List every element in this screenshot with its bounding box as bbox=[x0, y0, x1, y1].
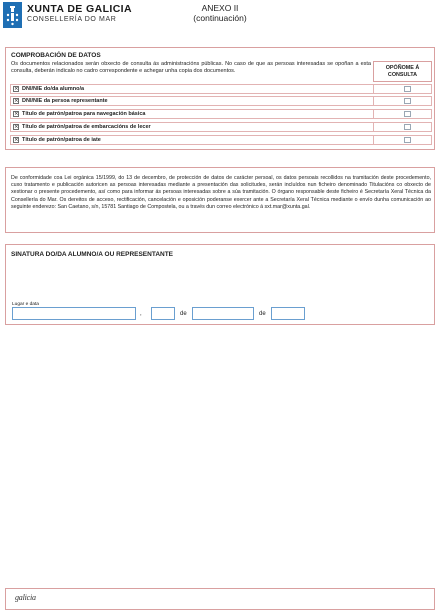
data-check-section bbox=[5, 47, 435, 150]
oppose-checkbox[interactable] bbox=[404, 86, 411, 92]
oppose-checkbox[interactable] bbox=[404, 137, 411, 143]
footer bbox=[5, 588, 435, 610]
document-label: DNI/NIE do/da alumno/a bbox=[22, 86, 85, 92]
document-checkbox[interactable]: × bbox=[14, 137, 19, 143]
oppose-checkbox[interactable] bbox=[404, 98, 411, 104]
document-checkbox[interactable]: × bbox=[14, 98, 19, 104]
place-input[interactable] bbox=[12, 307, 136, 320]
document-label: Título de patrón/patroa para navegación básica bbox=[22, 111, 146, 117]
oppose-checkbox[interactable] bbox=[404, 124, 411, 130]
section-intro: Os documentos relacionados serán obxecto de consulta ás administracións públicas. No caso de que as persoas interesadas se opoñan a esta consulta, deberán indicalo no cadro correspondente e achegar unha copia dos documentos. bbox=[11, 61, 371, 75]
day-input[interactable] bbox=[151, 307, 175, 320]
document-label: Título de patrón/patroa de embarcacións de lecer bbox=[22, 124, 151, 130]
divider bbox=[373, 84, 374, 94]
privacy-section bbox=[5, 167, 435, 233]
divider bbox=[373, 96, 374, 106]
document-row bbox=[10, 109, 432, 119]
signature-title: SINATURA DO/DA ALUMNO/A OU REPRESENTANTE bbox=[11, 251, 174, 258]
oppose-column-header: OPÓÑOME Á CONSULTA bbox=[373, 61, 432, 82]
divider bbox=[373, 109, 374, 119]
signature-section bbox=[5, 244, 435, 325]
divider bbox=[373, 122, 374, 132]
galicia-shield-icon bbox=[3, 2, 22, 28]
annex-subtitle: (continuación) bbox=[193, 13, 247, 23]
document-label: Título de patrón/patroa de iate bbox=[22, 137, 101, 143]
de-separator: de bbox=[180, 311, 187, 317]
oppose-checkbox[interactable] bbox=[404, 111, 411, 117]
department-name: CONSELLERÍA DO MAR bbox=[27, 16, 117, 23]
galicia-logo: galicia bbox=[15, 593, 36, 602]
document-checkbox[interactable]: × bbox=[14, 124, 19, 130]
annex-title: ANEXO II bbox=[201, 3, 239, 13]
month-input[interactable] bbox=[192, 307, 254, 320]
de-separator: de bbox=[259, 311, 266, 317]
document-row bbox=[10, 135, 432, 145]
org-name: XUNTA DE GALICIA bbox=[27, 3, 132, 15]
privacy-notice: De conformidade coa Lei orgánica 15/1999, do 13 de decembro, de protección de datos de carácter persoal, os datos persoais recollidos na tramitación deste procedemento, cuxo tratamento e publicación autoricen as persoas interesadas mediante a presentación das solicitudes, serán incluídos nun ficheiro denominado Titulacións co obxecto de xestionar o presente procedemento, así como para informar ás persoas interesadas sobre a súa tramitación. O órgano responsable deste ficheiro é Secretaría Xeral Técnica da Consellería do Mar. Os dereitos de acceso, rectificación, cancelación e oposición poderanse exercer ante a Secretaría Xeral Técnica mediante o envío dunha comunicación ao seguinte enderezo: San Caetano, s/n, 15781 Santiago de Compostela, ou a través dun correo electrónico á sxt.mar@xunta.gal. bbox=[11, 175, 431, 210]
document-row bbox=[10, 84, 432, 94]
document-row bbox=[10, 96, 432, 106]
document-checkbox[interactable]: × bbox=[14, 111, 19, 117]
year-input[interactable] bbox=[271, 307, 305, 320]
document-row bbox=[10, 122, 432, 132]
divider bbox=[373, 135, 374, 145]
comma-separator: , bbox=[140, 311, 142, 317]
place-date-label: Lugar e data bbox=[12, 302, 39, 307]
document-label: DNI/NIE da persoa representante bbox=[22, 98, 108, 104]
document-checkbox[interactable]: × bbox=[14, 86, 19, 92]
section-title: COMPROBACIÓN DE DATOS bbox=[11, 52, 101, 59]
